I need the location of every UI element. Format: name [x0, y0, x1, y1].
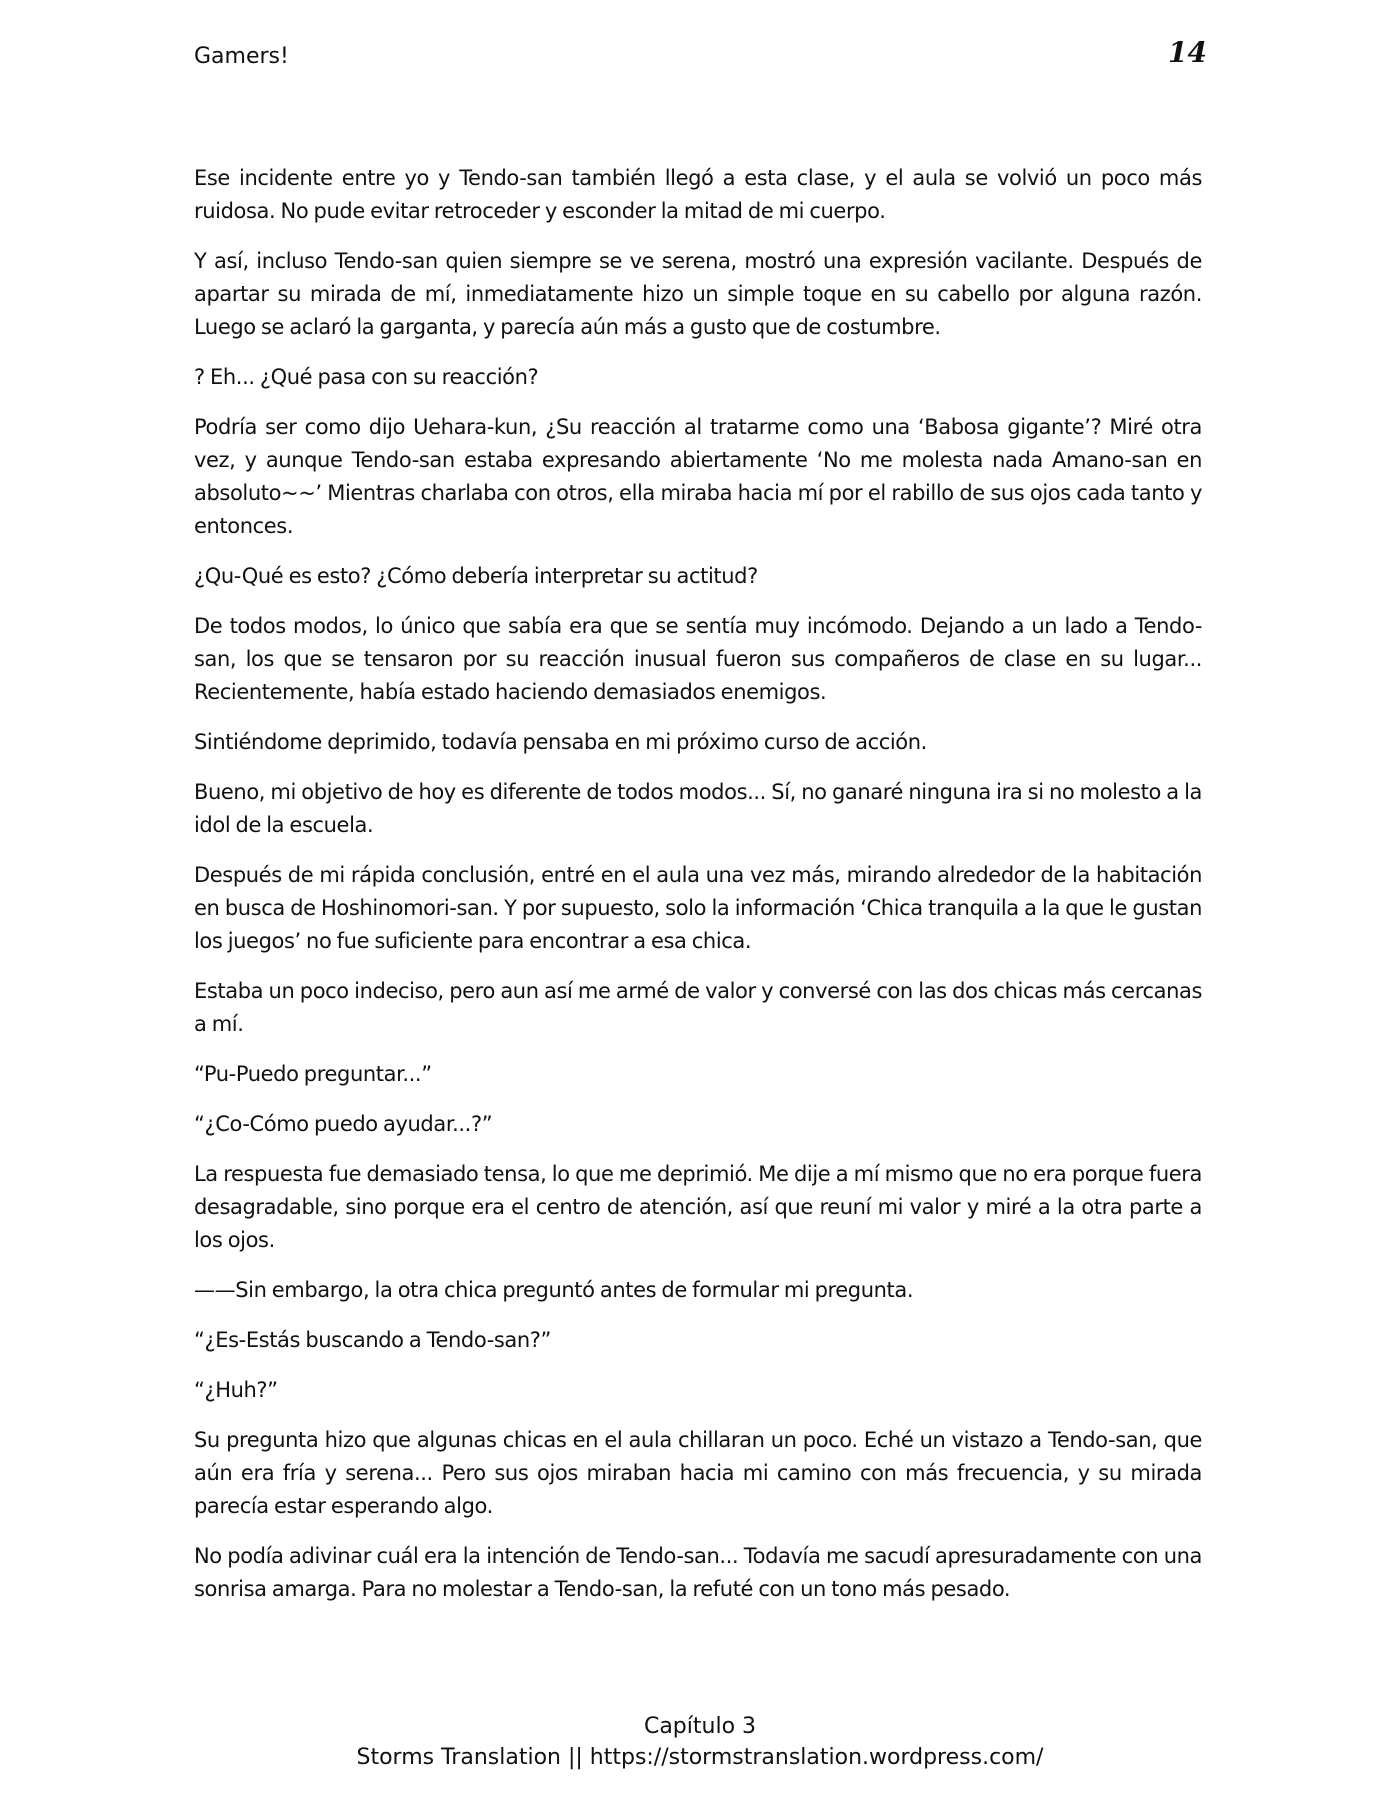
page-number: 14 [1168, 36, 1207, 69]
paragraph: ——Sin embargo, la otra chica preguntó antes de formular mi pregunta. [194, 1278, 914, 1302]
footer-chapter: Capítulo 3 [643, 1714, 757, 1739]
paragraph: Estaba un poco indeciso, pero aun así me armé de valor y conversé con las dos chicas más cercanas a mí. [194, 979, 1202, 1036]
paragraph: Su pregunta hizo que algunas chicas en el aula chillaran un poco. Eché un vistazo a Tendo-san, que aún era fría y serena... Pero sus ojos miraban hacia mi camino con más frecuencia, y su mirada parecía estar esperando algo. [194, 1428, 1202, 1518]
paragraph: Ese incidente entre yo y Tendo-san también llegó a esta clase, y el aula se volvió un poco más ruidosa. No pude evitar retroceder y esconder la mitad de mi cuerpo. [194, 166, 1202, 223]
paragraph: Después de mi rápida conclusión, entré en el aula una vez más, mirando alrededor de la habitación en busca de Hoshinomori-san. Y por supuesto, solo la información ‘Chica tranquila a la que le gustan los juegos’ no fue suficiente para encontrar a esa chica. [194, 863, 1202, 953]
paragraph: Bueno, mi objetivo de hoy es diferente de todos modos... Sí, no ganaré ninguna ira si no molesto a la idol de la escuela. [194, 780, 1202, 837]
paragraph: ? Eh... ¿Qué pasa con su reacción? [194, 365, 539, 389]
dialogue-line: “¿Co-Cómo puedo ayudar...?” [194, 1112, 493, 1136]
paragraph: No podía adivinar cuál era la intención de Tendo-san... Todavía me sacudí apresuradamente con una sonrisa amarga. Para no molestar a Tendo-san, la refuté con un tono más pesado. [194, 1544, 1202, 1601]
dialogue-line: “Pu-Puedo preguntar...” [194, 1062, 432, 1086]
paragraph: Sintiéndome deprimido, todavía pensaba en mi próximo curso de acción. [194, 730, 927, 754]
dialogue-line: “¿Es-Estás buscando a Tendo-san?” [194, 1328, 552, 1352]
footer-credit: Storms Translation || https://stormstranslation.wordpress.com/ [356, 1745, 1044, 1770]
paragraph: La respuesta fue demasiado tensa, lo que me deprimió. Me dije a mí mismo que no era porque fuera desagradable, sino porque era el centro de atención, así que reuní mi valor y miré a la otra parte a los ojos. [194, 1162, 1202, 1252]
book-title: Gamers! [194, 44, 289, 69]
page-body [194, 162, 1202, 1623]
paragraph: ¿Qu-Qué es esto? ¿Cómo debería interpretar su actitud? [194, 564, 758, 588]
paragraph: Y así, incluso Tendo-san quien siempre se ve serena, mostró una expresión vacilante. Después de apartar su mirada de mí, inmediatamente hizo un simple toque en su cabello por alguna razón. Luego se aclaró la garganta, y parecía aún más a gusto que de costumbre. [194, 249, 1202, 339]
dialogue-line: “¿Huh?” [194, 1378, 278, 1402]
paragraph: Podría ser como dijo Uehara-kun, ¿Su reacción al tratarme como una ‘Babosa gigante’? Miré otra vez, y aunque Tendo-san estaba expresando abiertamente ‘No me molesta nada Amano-san en absoluto~~’ Mientras charlaba con otros, ella miraba hacia mí por el rabillo de sus ojos cada tanto y entonces. [194, 415, 1202, 538]
paragraph: De todos modos, lo único que sabía era que se sentía muy incómodo. Dejando a un lado a Tendo-san, los que se tensaron por su reacción inusual fueron sus compañeros de clase en su lugar... Recientemente, había estado haciendo demasiados enemigos. [194, 614, 1202, 704]
